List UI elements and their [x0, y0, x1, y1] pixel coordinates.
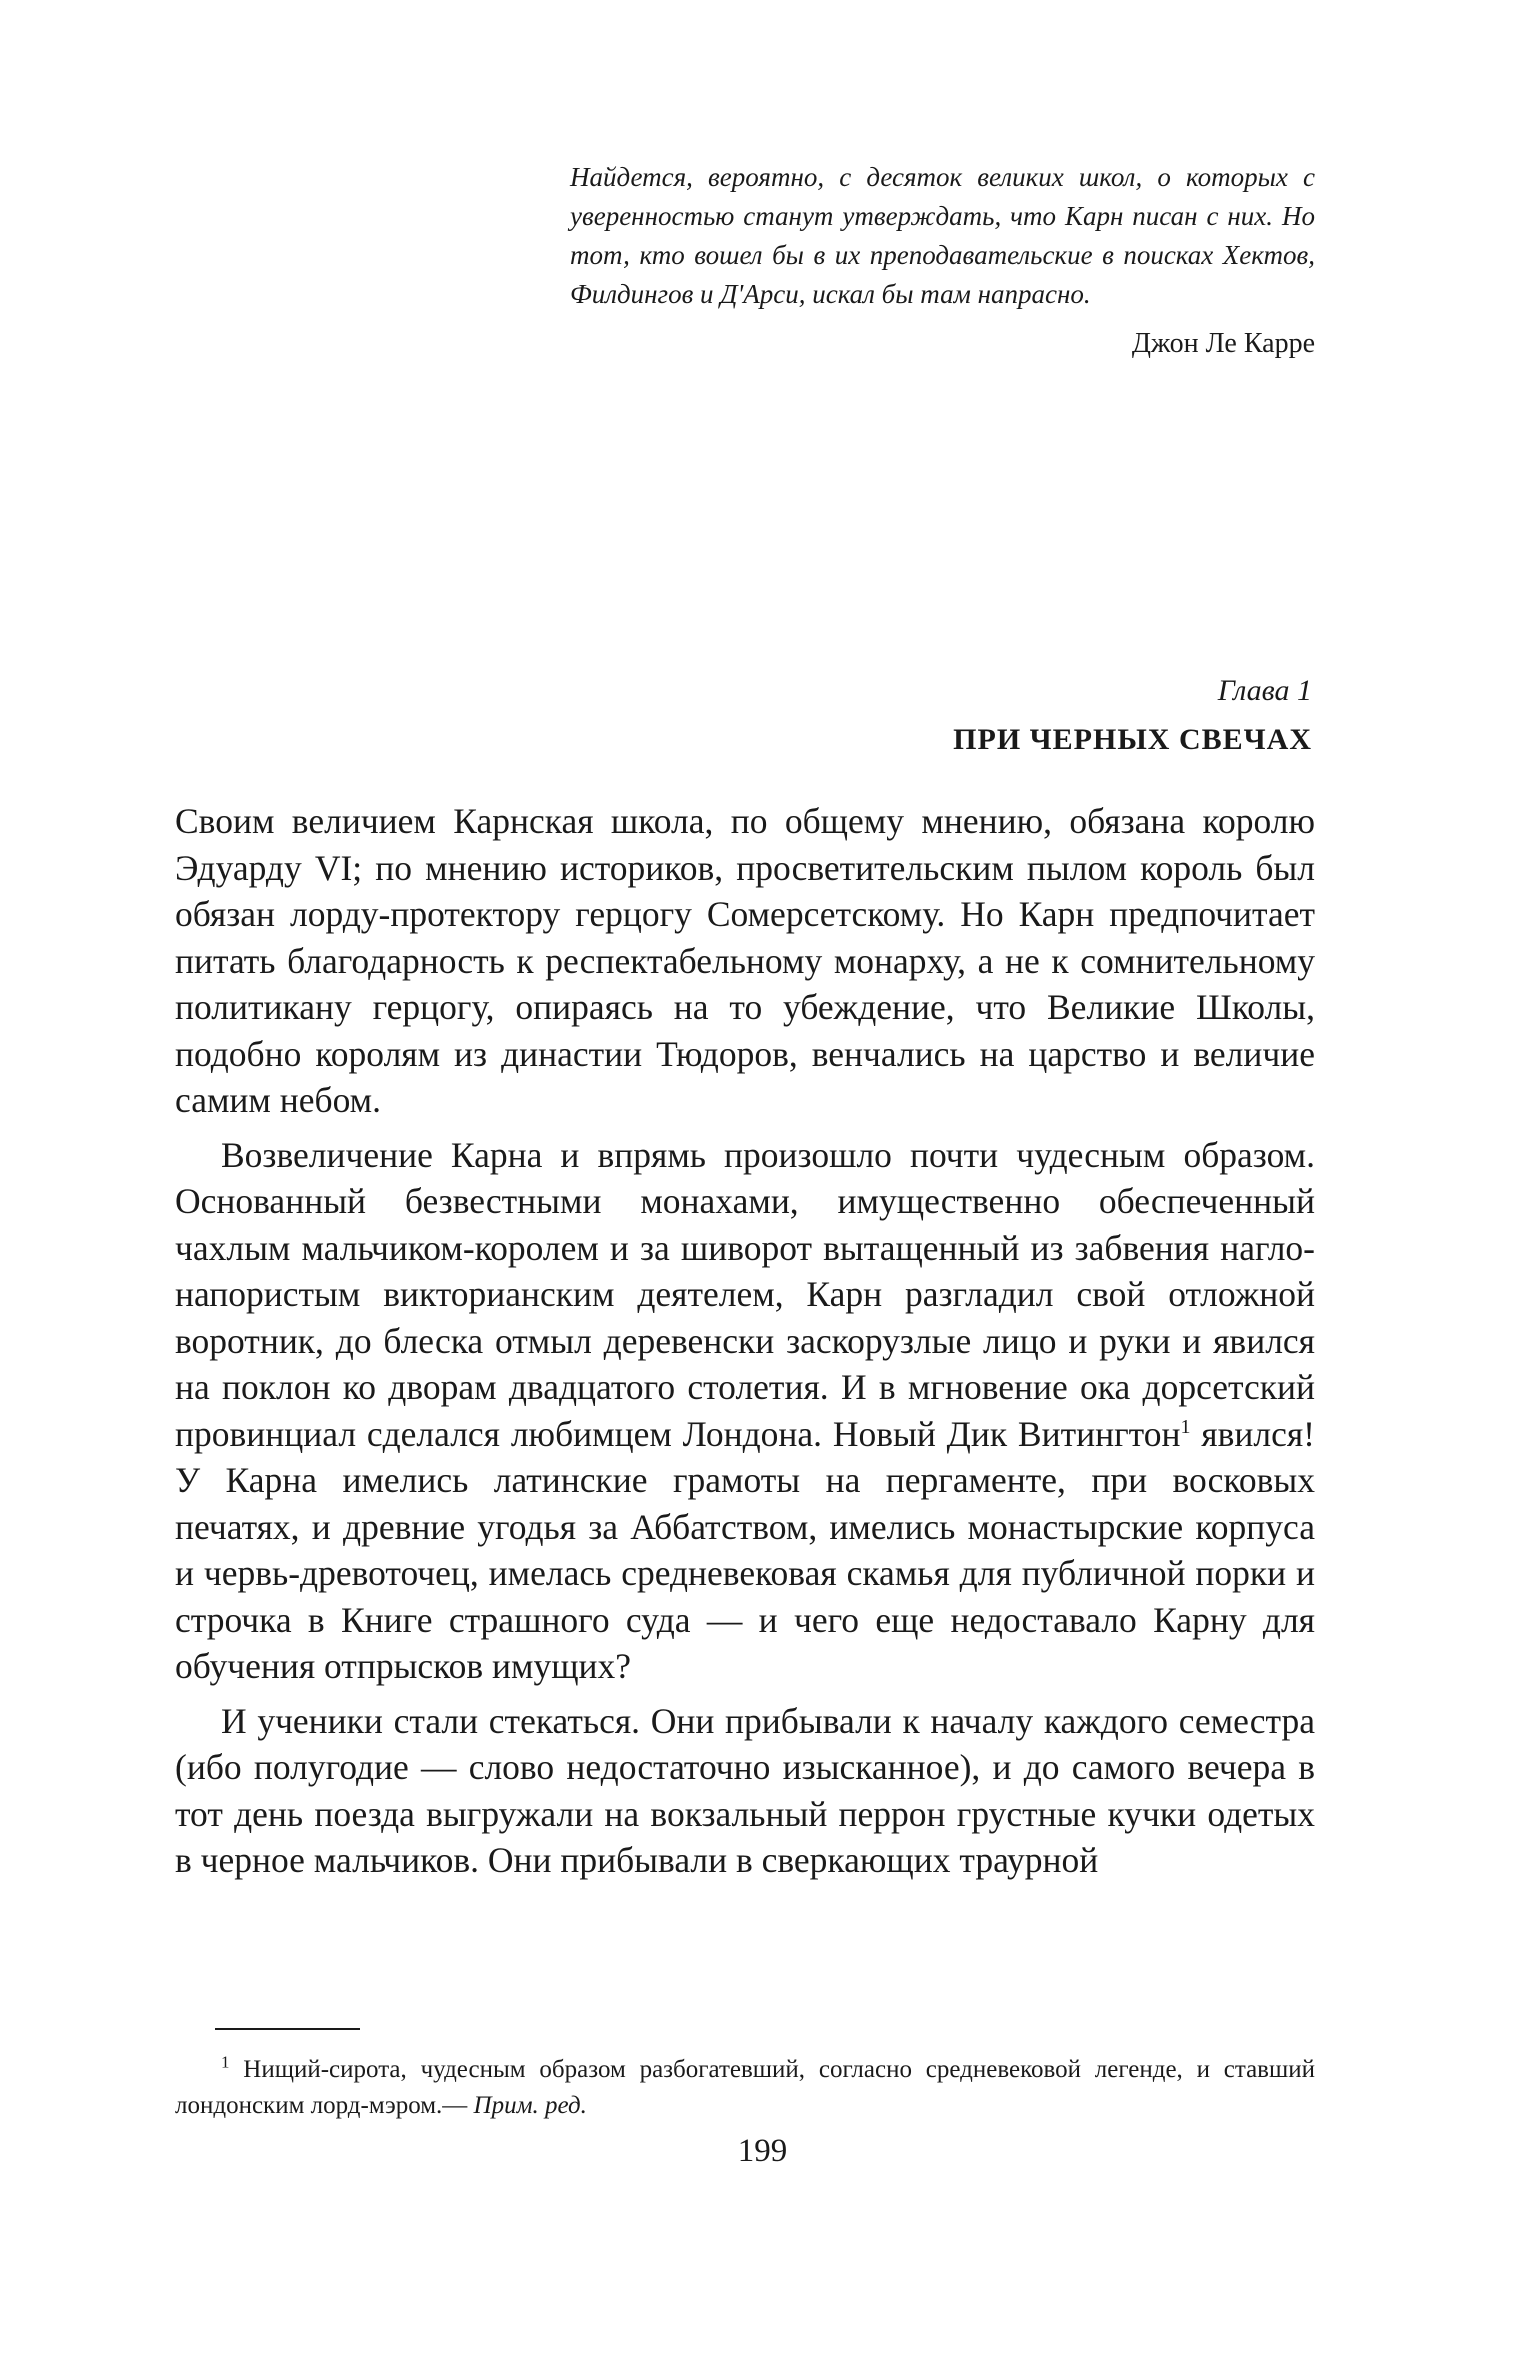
epigraph-text: Найдется, вероятно, с десяток великих школ, о которых с уверенностью станут утверждать, что Карн писан с них. Но тот, кто вошел бы в их преподавательские в поисках Хектов, Филдингов и Д'Арси, искал бы там напрасно. [570, 162, 1315, 309]
footnote-text: Нищий-сирота, чудесным образом разбогатевший, согласно средневековой легенде, и ставший лондонским лорд-мэром.— [175, 2056, 1315, 2119]
footnote-number: 1 [221, 2052, 230, 2072]
footnote [175, 2052, 1315, 2124]
footnote-editor-note: Прим. ред. [473, 2092, 587, 2119]
page-number: 199 [737, 2133, 788, 2169]
paragraph-2 [175, 1132, 1315, 1690]
paragraph-1: Своим величием Карнская школа, по общему мнению, обязана королю Эдуарду VI; по мнению историков, просветительским пылом король был обязан лорду-протектору герцогу Сомерсетскому. Но Карн предпочитает питать благодарность к респектабельному монарху, а не к сомнительному политикану герцогу, опираясь на то убеждение, что Великие Школы, подобно королям из династии Тюдоров, венчались на царство и величие самим небом. [175, 801, 1315, 1120]
chapter-title: ПРИ ЧЕРНЫХ СВЕЧАХ [953, 723, 1312, 756]
epigraph-author: Джон Ле Карре [1131, 328, 1315, 359]
chapter-label: Глава 1 [1217, 674, 1312, 707]
epigraph [570, 158, 1315, 360]
body-text [175, 798, 1315, 1892]
footnote-divider [215, 2028, 360, 2030]
paragraph-2-text-after: явился! У Карна имелись латинские грамоты на пергаменте, при восковых печатях, и древние угодья за Аббатством, имелись монастырские корпуса и червь-древоточец, имелась средневековая скамья для публичной порки и строчка в Книге страшного суда — и чего еще недоставало Карну для обучения отпрысков имущих? [175, 1413, 1315, 1686]
paragraph-3: И ученики стали стекаться. Они прибывали к началу каждого семестра (ибо полугодие — слово недостаточно изысканное), и до самого вечера в тот день поезда выгружали на вокзальный перрон грустные кучки одетых в черное мальчиков. Они прибывали в сверкающих траурной [175, 1700, 1315, 1880]
paragraph-2-text-before: Возвеличение Карна и впрямь произошло почти чудесным образом. Основанный безвестными монахами, имущественно обеспеченный чахлым мальчиком-королем и за шиворот вытащенный из забвения нагло-напористым викторианским деятелем, Карн разгладил свой отложной воротник, до блеска отмыл деревенски заскорузлые лицо и руки и явился на поклон ко дворам двадцатого столетия. И в мгновение ока дорсетский провинциал сделался любимцем Лондона. Новый Дик Витингтон [175, 1134, 1315, 1454]
footnote-reference: 1 [1180, 1415, 1191, 1438]
